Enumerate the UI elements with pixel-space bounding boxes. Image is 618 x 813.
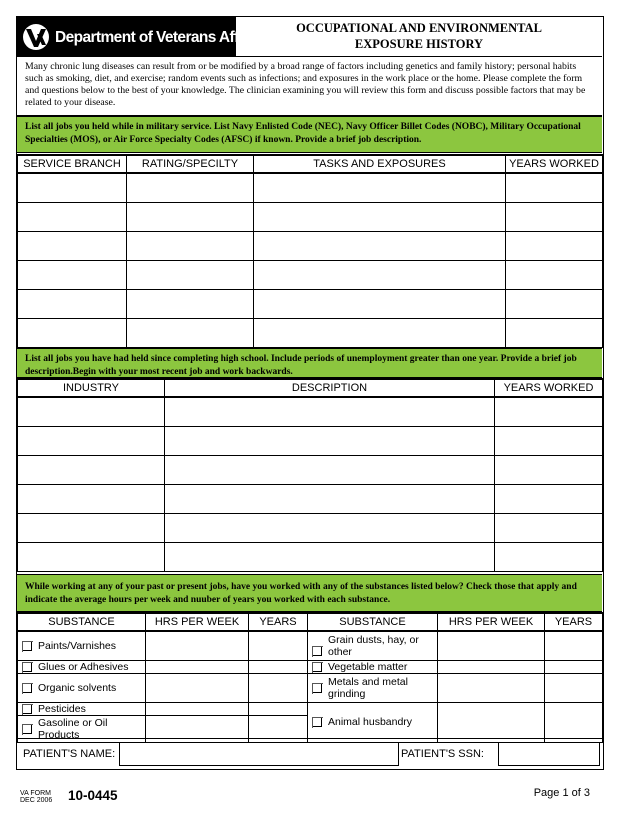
gasoline-checkbox[interactable] bbox=[22, 724, 32, 734]
military-header-row bbox=[18, 155, 603, 173]
table-row bbox=[18, 455, 603, 484]
table-row bbox=[18, 202, 603, 231]
years-cell[interactable] bbox=[506, 260, 603, 289]
substances-table bbox=[17, 612, 603, 743]
service-branch-cell[interactable] bbox=[18, 173, 127, 202]
col-years-worked: YEARS WORKED bbox=[506, 155, 603, 173]
vegetable-matter-checkbox[interactable] bbox=[312, 662, 322, 672]
years-cell[interactable] bbox=[495, 426, 603, 455]
table-row bbox=[18, 426, 603, 455]
table-row bbox=[18, 660, 603, 673]
col-description: DESCRIPTION bbox=[165, 379, 495, 397]
form-title bbox=[236, 21, 602, 52]
form-id-label bbox=[20, 790, 52, 804]
table-row bbox=[18, 397, 603, 426]
substance-pesticides: Pesticides bbox=[18, 702, 146, 715]
industry-cell[interactable] bbox=[18, 426, 165, 455]
form-header bbox=[17, 17, 602, 57]
metals-checkbox[interactable] bbox=[312, 683, 322, 693]
hrs-cell[interactable] bbox=[146, 660, 249, 673]
table-row bbox=[18, 542, 603, 571]
substances-instruction: While working at any of your past or present jobs, have you worked with any of the substances listed below? Check those that apply and indicate the average hours per week and nuuber of years you worked with each substance. bbox=[17, 574, 602, 612]
service-branch-cell[interactable] bbox=[18, 260, 127, 289]
service-branch-cell[interactable] bbox=[18, 318, 127, 347]
table-row bbox=[18, 260, 603, 289]
description-cell[interactable] bbox=[165, 455, 495, 484]
patient-name-label: PATIENT'S NAME: bbox=[23, 748, 116, 760]
rating-cell[interactable] bbox=[127, 173, 254, 202]
tasks-cell[interactable] bbox=[254, 318, 506, 347]
va-seal-icon bbox=[22, 23, 50, 51]
civilian-header-row bbox=[18, 379, 603, 397]
intro-paragraph: Many chronic lung diseases can result from or be modified by a broad range of factors including genetics and family history; personal habits such as smoking, diet, and exercise; random events such as infections; and exposures in the work place or the home. Please complete the form and questions below to the best of your knowledge. The clinician examining you will review this form and discuss possible factors that may be related to your disease. bbox=[17, 58, 602, 116]
description-cell[interactable] bbox=[165, 426, 495, 455]
hrs-cell[interactable] bbox=[438, 631, 545, 660]
substance-metals: Metals and metal grinding bbox=[308, 673, 438, 702]
service-branch-cell[interactable] bbox=[18, 289, 127, 318]
years-cell[interactable] bbox=[249, 673, 308, 702]
substance-paints: Paints/Varnishes bbox=[18, 631, 146, 660]
years-cell[interactable] bbox=[506, 289, 603, 318]
table-row bbox=[18, 231, 603, 260]
paints-checkbox[interactable] bbox=[22, 641, 32, 651]
service-branch-cell[interactable] bbox=[18, 202, 127, 231]
years-cell[interactable] bbox=[506, 231, 603, 260]
tasks-cell[interactable] bbox=[254, 173, 506, 202]
rating-cell[interactable] bbox=[127, 318, 254, 347]
industry-cell[interactable] bbox=[18, 455, 165, 484]
col-years-right: YEARS bbox=[545, 613, 603, 631]
years-cell[interactable] bbox=[495, 542, 603, 571]
civilian-jobs-table bbox=[17, 378, 603, 572]
civilian-instruction: List all jobs you have had held since completing high school. Include periods of unemployment greater than one year. Provide a brief job description.Begin with your most recent job and work backwards. bbox=[17, 348, 602, 378]
tasks-cell[interactable] bbox=[254, 289, 506, 318]
col-substance-left: SUBSTANCE bbox=[18, 613, 146, 631]
military-jobs-table bbox=[17, 154, 603, 348]
years-cell[interactable] bbox=[249, 702, 308, 715]
hrs-cell[interactable] bbox=[146, 631, 249, 660]
description-cell[interactable] bbox=[165, 484, 495, 513]
years-cell[interactable] bbox=[545, 660, 603, 673]
grain-dusts-checkbox[interactable] bbox=[312, 646, 322, 656]
description-cell[interactable] bbox=[165, 397, 495, 426]
patient-name-field[interactable] bbox=[119, 742, 399, 766]
va-form-label: VA FORM bbox=[20, 790, 51, 797]
department-name: Department of Veterans Affairs bbox=[55, 29, 264, 46]
table-row bbox=[18, 173, 603, 202]
hrs-cell[interactable] bbox=[438, 660, 545, 673]
years-cell[interactable] bbox=[495, 397, 603, 426]
col-tasks-exposures: TASKS AND EXPOSURES bbox=[254, 155, 506, 173]
table-row bbox=[18, 513, 603, 542]
years-cell[interactable] bbox=[545, 631, 603, 660]
industry-cell[interactable] bbox=[18, 484, 165, 513]
substance-glues: Glues or Adhesives bbox=[18, 660, 146, 673]
col-hrs-left: HRS PER WEEK bbox=[146, 613, 249, 631]
pesticides-checkbox[interactable] bbox=[22, 704, 32, 714]
industry-cell[interactable] bbox=[18, 542, 165, 571]
years-cell[interactable] bbox=[545, 702, 603, 742]
years-cell[interactable] bbox=[249, 660, 308, 673]
rating-cell[interactable] bbox=[127, 289, 254, 318]
hrs-cell[interactable] bbox=[438, 702, 545, 742]
description-cell[interactable] bbox=[165, 542, 495, 571]
hrs-cell[interactable] bbox=[146, 673, 249, 702]
form-number: 10-0445 bbox=[68, 788, 118, 803]
patient-ssn-field[interactable] bbox=[498, 742, 600, 766]
patient-ssn-label: PATIENT'S SSN: bbox=[401, 748, 484, 760]
col-rating-specialty: RATING/SPECILTY bbox=[127, 155, 254, 173]
substance-vegetable-matter: Vegetable matter bbox=[308, 660, 438, 673]
substances-header-row bbox=[18, 613, 603, 631]
col-service-branch: SERVICE BRANCH bbox=[18, 155, 127, 173]
substance-grain-dusts: Grain dusts, hay, or other bbox=[308, 631, 438, 660]
table-row bbox=[18, 318, 603, 347]
organic-solvents-checkbox[interactable] bbox=[22, 683, 32, 693]
years-cell[interactable] bbox=[249, 631, 308, 660]
years-cell[interactable] bbox=[506, 173, 603, 202]
va-logo-block bbox=[17, 17, 264, 57]
years-cell[interactable] bbox=[545, 673, 603, 702]
substance-gasoline: Gasoline or Oil Products bbox=[18, 715, 146, 742]
form-title-line1: OCCUPATIONAL AND ENVIRONMENTAL bbox=[296, 21, 542, 35]
patient-info-row bbox=[17, 738, 602, 769]
years-cell[interactable] bbox=[495, 513, 603, 542]
rating-cell[interactable] bbox=[127, 260, 254, 289]
military-instruction: List all jobs you held while in military service. List Navy Enlisted Code (NEC), Navy Officer Billet Codes (NOBC), Military Occupational Specialties (MOS), or Air Force Specialty Codes (AFSC) if known. Provide a brief job description. bbox=[17, 116, 602, 153]
substance-organic-solvents: Organic solvents bbox=[18, 673, 146, 702]
col-years-worked: YEARS WORKED bbox=[495, 379, 603, 397]
years-cell[interactable] bbox=[506, 318, 603, 347]
table-row bbox=[18, 289, 603, 318]
page-number: Page 1 of 3 bbox=[533, 787, 590, 799]
form-title-line2: EXPOSURE HISTORY bbox=[354, 36, 484, 51]
description-cell[interactable] bbox=[165, 513, 495, 542]
glues-checkbox[interactable] bbox=[22, 662, 32, 672]
table-row bbox=[18, 631, 603, 660]
exposure-history-form bbox=[16, 16, 604, 770]
substance-animal-husbandry: Animal husbandry bbox=[308, 702, 438, 742]
industry-cell[interactable] bbox=[18, 397, 165, 426]
years-cell[interactable] bbox=[495, 484, 603, 513]
table-row bbox=[18, 702, 603, 715]
form-date-label: DEC 2006 bbox=[20, 797, 53, 804]
service-branch-cell[interactable] bbox=[18, 231, 127, 260]
hrs-cell[interactable] bbox=[438, 673, 545, 702]
industry-cell[interactable] bbox=[18, 513, 165, 542]
tasks-cell[interactable] bbox=[254, 231, 506, 260]
tasks-cell[interactable] bbox=[254, 260, 506, 289]
table-row bbox=[18, 484, 603, 513]
tasks-cell[interactable] bbox=[254, 202, 506, 231]
years-cell[interactable] bbox=[495, 455, 603, 484]
col-years-left: YEARS bbox=[249, 613, 308, 631]
table-row bbox=[18, 673, 603, 702]
col-substance-right: SUBSTANCE bbox=[308, 613, 438, 631]
years-cell[interactable] bbox=[506, 202, 603, 231]
col-industry: INDUSTRY bbox=[18, 379, 165, 397]
animal-husbandry-checkbox[interactable] bbox=[312, 717, 322, 727]
rating-cell[interactable] bbox=[127, 202, 254, 231]
hrs-cell[interactable] bbox=[146, 702, 249, 715]
rating-cell[interactable] bbox=[127, 231, 254, 260]
col-hrs-right: HRS PER WEEK bbox=[438, 613, 545, 631]
